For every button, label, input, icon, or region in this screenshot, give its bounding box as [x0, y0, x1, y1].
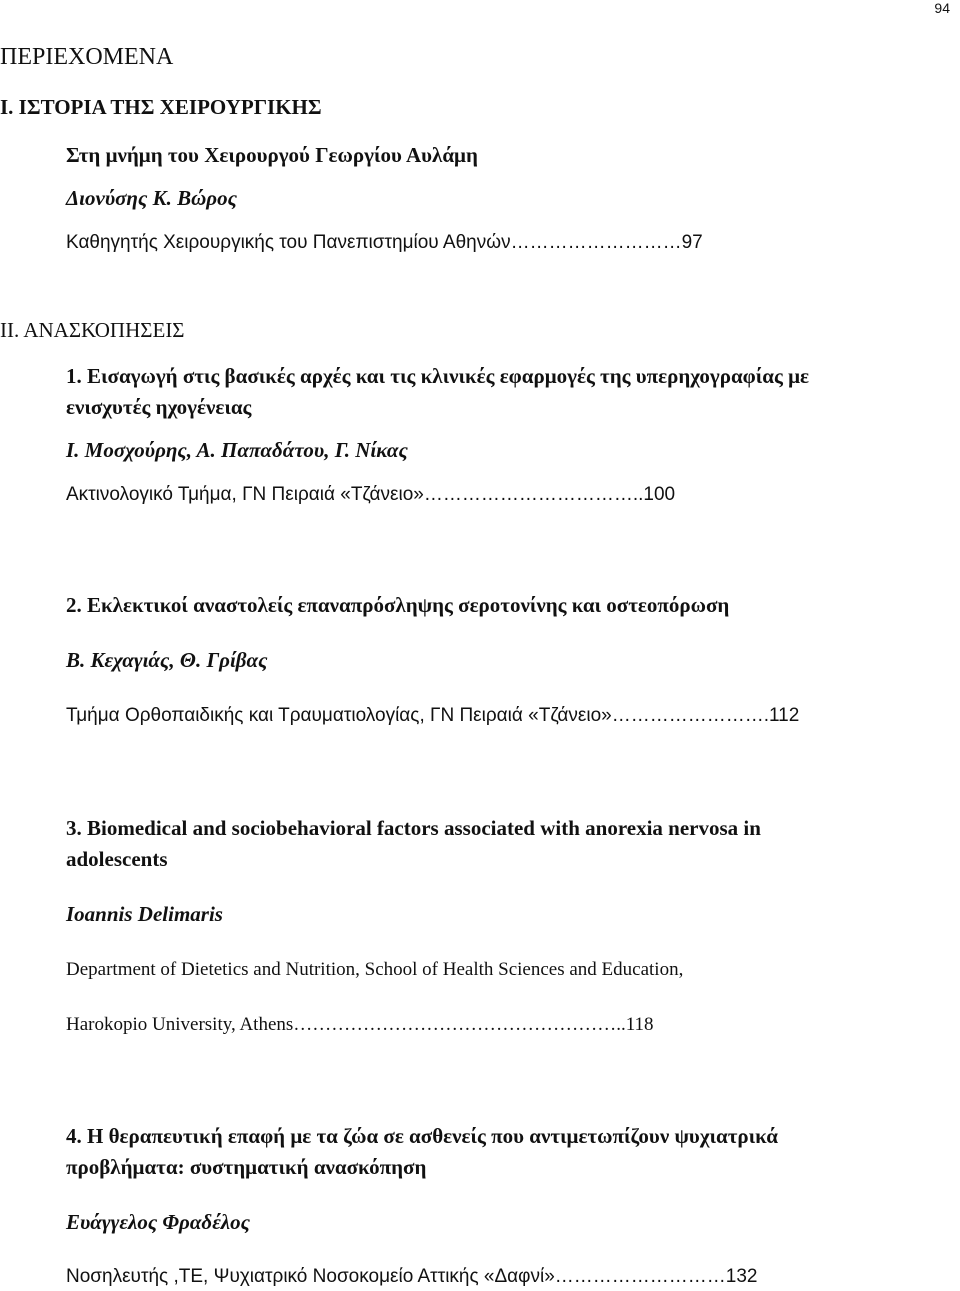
entry-author: Ioannis Delimaris — [66, 902, 223, 926]
entry-author: Ι. Μοσχούρης, Α. Παπαδάτου, Γ. Νίκας — [66, 438, 408, 462]
entry-title: προβλήματα: συστηματική ανασκόπηση — [66, 1155, 427, 1179]
entry-affiliation: Harokopio University, Athens……………………………………………..118 — [66, 1014, 654, 1035]
entry-affiliation: Ακτινολογικό Τμήμα, ΓΝ Πειραιά «Τζάνειο»……………………………..100 — [66, 484, 676, 505]
section-heading-reviews: ΙΙ. ΑΝΑΣΚΟΠΗΣΕΙΣ — [0, 318, 185, 342]
entry-title: 4. Η θεραπευτική επαφή με τα ζώα σε ασθενείς που αντιμετωπίζουν ψυχιατρικά — [66, 1124, 778, 1148]
entry-author: Β. Κεχαγιάς, Θ. Γρίβας — [66, 648, 268, 672]
entry-affiliation: Τμήμα Ορθοπαιδικής και Τραυματιολογίας, ΓΝ Πειραιά «Τζάνειο»…………………….112 — [66, 705, 800, 726]
entry-author: Διονύσης Κ. Βώρος — [66, 186, 237, 210]
entry-title: 1. Εισαγωγή στις βασικές αρχές και τις κλινικές εφαρμογές της υπερηχογραφίας με — [66, 364, 810, 388]
entry-title: adolescents — [66, 847, 168, 871]
entry-title: ενισχυτές ηχογένειας — [66, 395, 252, 419]
entry-title: 2. Εκλεκτικοί αναστολείς επαναπρόσληψης σεροτονίνης και οστεοπόρωση — [66, 593, 730, 617]
section-heading-history: Ι. ΙΣΤΟΡΙΑ ΤΗΣ ΧΕΙΡΟΥΡΓΙΚΗΣ — [0, 95, 322, 119]
entry-affiliation: Νοσηλευτής ,ΤΕ, Ψυχιατρικό Νοσοκομείο Αττικής «Δαφνί»………………………132 — [66, 1266, 758, 1287]
entry-affiliation: Καθηγητής Χειρουργικής του Πανεπιστημίου Αθηνών………………………97 — [66, 232, 703, 253]
contents-title: ΠΕΡΙΕΧΟΜΕΝΑ — [0, 44, 174, 70]
entry-title: Στη μνήμη του Χειρουργού Γεωργίου Αυλάμη — [66, 143, 478, 167]
entry-affiliation: Department of Dietetics and Nutrition, School of Health Sciences and Education, — [66, 959, 684, 980]
entry-title: 3. Biomedical and sociobehavioral factors associated with anorexia nervosa in — [66, 816, 761, 840]
entry-author: Ευάγγελος Φραδέλος — [66, 1210, 250, 1234]
page-number: 94 — [934, 0, 950, 16]
